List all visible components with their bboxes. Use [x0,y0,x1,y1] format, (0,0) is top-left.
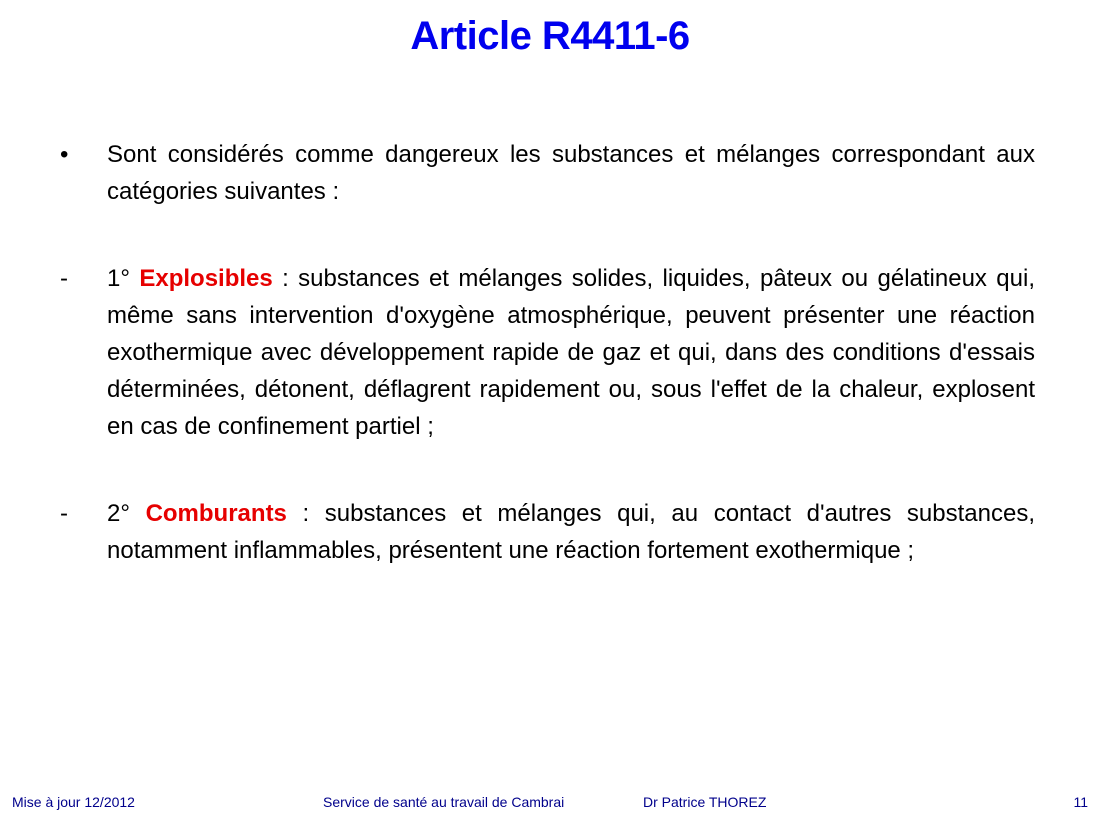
footer-update-date: Mise à jour 12/2012 [12,794,135,810]
term-explosibles: Explosibles [139,265,273,292]
definition-explosibles: : substances et mélanges solides, liquides, pâteux ou gélatineux qui, même sans intervention d'oxygène atmosphérique, peuvent présenter une réaction exothermique avec développement rapide de gaz et qui, dans des conditions d'essais déterminées, détonent, déflagrent rapidement ou, sous l'effet de la chaleur, explosent en cas de confinement partiel ; [107,265,1035,440]
definition-comburants: : substances et mélanges qui, au contact d'autres substances, notamment inflammables, présentent une réaction fortement exothermique ; [107,500,1035,564]
footer-page-number: 11 [1073,794,1088,810]
term-comburants: Comburants [145,500,287,527]
slide-content [60,136,1035,569]
slide-title: Article R4411-6 [410,14,690,58]
bullet-marker: • [60,141,69,168]
intro-text: Sont considérés comme dangereux les substances et mélanges correspondant aux catégories suivantes : [107,141,1035,205]
item-number: 2° [107,500,130,527]
footer-service: Service de santé au travail de Cambrai [323,794,565,810]
list-item-comburants [60,495,1035,569]
item-number: 1° [107,265,130,292]
dash-marker: - [60,265,68,292]
dash-marker: - [60,500,68,527]
footer-author: Dr Patrice THOREZ [643,794,767,810]
intro-paragraph [60,136,1035,210]
list-item-explosibles [60,260,1035,445]
